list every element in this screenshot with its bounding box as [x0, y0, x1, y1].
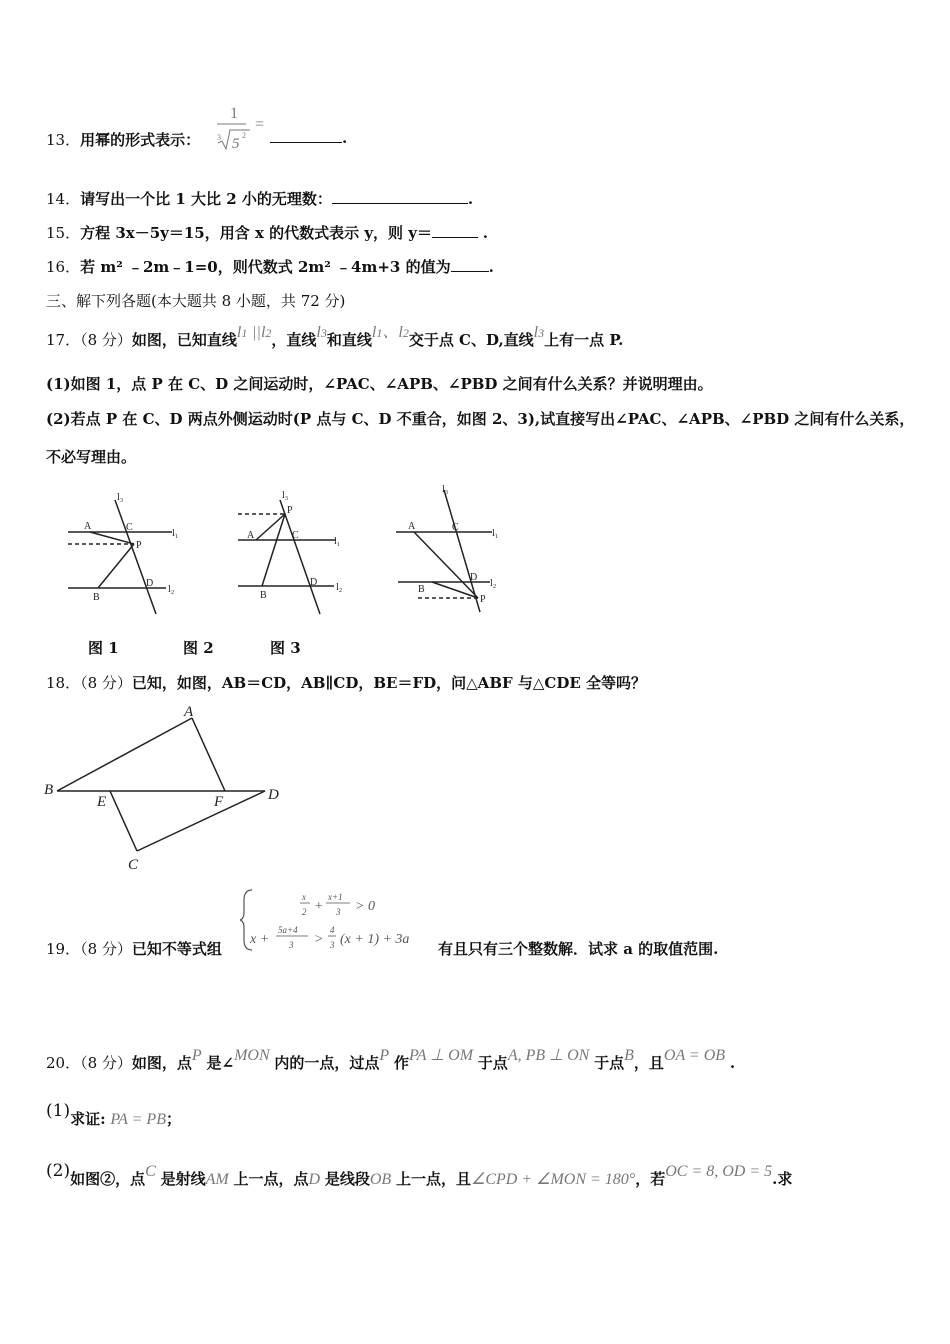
ineq1-rel: > 0 — [355, 899, 375, 914]
q18-figure — [40, 696, 300, 880]
q13-numerator: 1 — [230, 105, 238, 122]
label-d: D — [310, 577, 318, 588]
label-l2: l₂ — [490, 578, 497, 589]
label-p: P — [287, 505, 293, 516]
q13-radicand: 5 — [232, 136, 240, 152]
caption-fig1: 图 1 — [88, 639, 119, 657]
label-l2: l₂ — [336, 582, 343, 593]
q19-svg — [240, 888, 440, 954]
ineq1-b-den: 3 — [336, 907, 341, 917]
label-f: F — [214, 794, 224, 810]
q13-answer: . — [270, 129, 347, 147]
label-l1: l₁ — [172, 528, 179, 539]
line-l3 — [115, 500, 156, 614]
ineq1-a-num: x — [302, 892, 306, 902]
answer-blank[interactable] — [451, 259, 489, 272]
q17-part2-cont: 不必写理由。 — [46, 448, 137, 466]
label-a: A — [184, 704, 194, 720]
ineq2-c-num: 5a+4 — [278, 925, 298, 935]
line-l3 — [280, 500, 320, 614]
q15-line: 15．方程 3x－5y＝15，用含 x 的代数式表示 y，则 y＝ . — [46, 224, 489, 242]
ineq1-a-den: 2 — [302, 907, 307, 917]
fig2-svg — [232, 482, 362, 618]
q19-line: 19．（8 分）已知不等式组 — [46, 940, 222, 958]
answer-blank[interactable] — [270, 130, 342, 143]
section-heading: 三、解下列各题(本大题共 8 小题，共 72 分) — [46, 292, 346, 310]
q13-line: 13．用幂的形式表示： — [46, 131, 201, 149]
q18-svg — [40, 696, 300, 876]
ineq1-plus: + — [314, 899, 324, 914]
label-c: C — [452, 522, 459, 533]
segment-af — [192, 718, 225, 791]
q20-line: 20．（8 分）如图，点P 是∠MON 内的一点，过点P 作PA ⊥ OM 于点A, PB ⊥ ON 于点B，且OA = OB . — [46, 1047, 736, 1072]
q20-sub1: (1)求证: PA = PB； — [46, 1101, 181, 1128]
ineq2-rhs: (x + 1) + 3a — [340, 932, 410, 947]
caption-fig2: 图 2 — [183, 639, 214, 657]
label-a: A — [408, 521, 416, 532]
label-b: B — [260, 590, 267, 601]
label-l3: l₃ — [442, 484, 449, 495]
ineq2-c-den: 3 — [289, 940, 294, 950]
label-b: B — [44, 782, 54, 798]
label-l1: l₁ — [492, 528, 499, 539]
label-a: A — [84, 521, 92, 532]
segment-ab — [57, 718, 192, 791]
label-l3: l₃ — [117, 492, 124, 503]
q19-tail: 有且只有三个整数解．试求 a 的取值范围. — [438, 940, 719, 958]
q13-equals: = — [255, 116, 265, 133]
fig3-svg — [392, 480, 512, 620]
label-p: P — [136, 540, 142, 551]
segment-pb — [98, 544, 134, 588]
q17-figure-1 — [62, 486, 212, 620]
label-c: C — [126, 522, 133, 533]
ineq2-lhs: x + — [250, 932, 270, 947]
segment-cd — [137, 791, 265, 851]
q16-line: 16．若 m² ﹣2m﹣1=0，则代数式 2m² ﹣4m+3 的值为 . — [46, 258, 494, 276]
ineq2-d-den: 3 — [330, 940, 335, 950]
segment-ec — [110, 791, 137, 851]
caption-fig3: 图 3 — [270, 639, 301, 657]
q14-line: 14．请写出一个比 1 大比 2 小的无理数： . — [46, 190, 474, 208]
label-e: E — [97, 794, 107, 810]
label-l3: l₃ — [282, 490, 289, 501]
ineq1-b-num: x+1 — [328, 892, 343, 902]
q19-inequality-system — [240, 888, 440, 958]
q17-part2: (2)若点 P 在 C、D 两点外侧运动时(P 点与 C、D 不重合，如图 2、3),试直接写出∠PAC、∠APB、∠PBD 之间有什么关系， — [46, 410, 915, 428]
label-d: D — [470, 572, 478, 583]
q17-figure-3 — [392, 480, 512, 624]
q20-sub2: (2)如图②，点C 是射线AM 上一点，点D 是线段OB 上一点，且∠CPD + ∠MON = 180°，若OC = 8, OD = 5.求 — [46, 1161, 793, 1188]
q17-figure-2 — [232, 482, 362, 622]
label-c: C — [128, 857, 139, 873]
label-d: D — [268, 787, 279, 803]
label-l1: l₁ — [334, 536, 341, 547]
q13-exponent: 2 — [242, 131, 246, 140]
answer-blank[interactable] — [432, 225, 478, 238]
ineq2-d-num: 4 — [330, 925, 335, 935]
q17-line: 17．（8 分）如图，已知直线l1 ||l2，直线l3和直线l1、l2交于点 C、D,直线l3上有一点 P. — [46, 324, 624, 349]
label-b: B — [418, 584, 425, 595]
q13-root-index: 3 — [217, 133, 221, 142]
answer-blank[interactable] — [332, 191, 468, 204]
label-l2: l₂ — [168, 584, 175, 595]
label-a: A — [247, 530, 255, 541]
label-d: D — [146, 578, 154, 589]
label-c: C — [292, 530, 299, 541]
q18-line: 18．（8 分）已知，如图，AB＝CD，AB∥CD，BE＝FD，问△ABF 与△CDE 全等吗？ — [46, 674, 647, 692]
q13-fraction — [214, 103, 274, 153]
ineq2-gt: > — [314, 932, 324, 947]
label-p: P — [480, 594, 486, 605]
fig1-svg — [62, 486, 212, 616]
label-b: B — [93, 592, 100, 603]
q17-part1: (1)如图 1，点 P 在 C、D 之间运动时，∠PAC、∠APB、∠PBD 之间有什么关系？并说明理由。 — [46, 375, 713, 393]
q13-fraction-svg — [214, 103, 274, 153]
